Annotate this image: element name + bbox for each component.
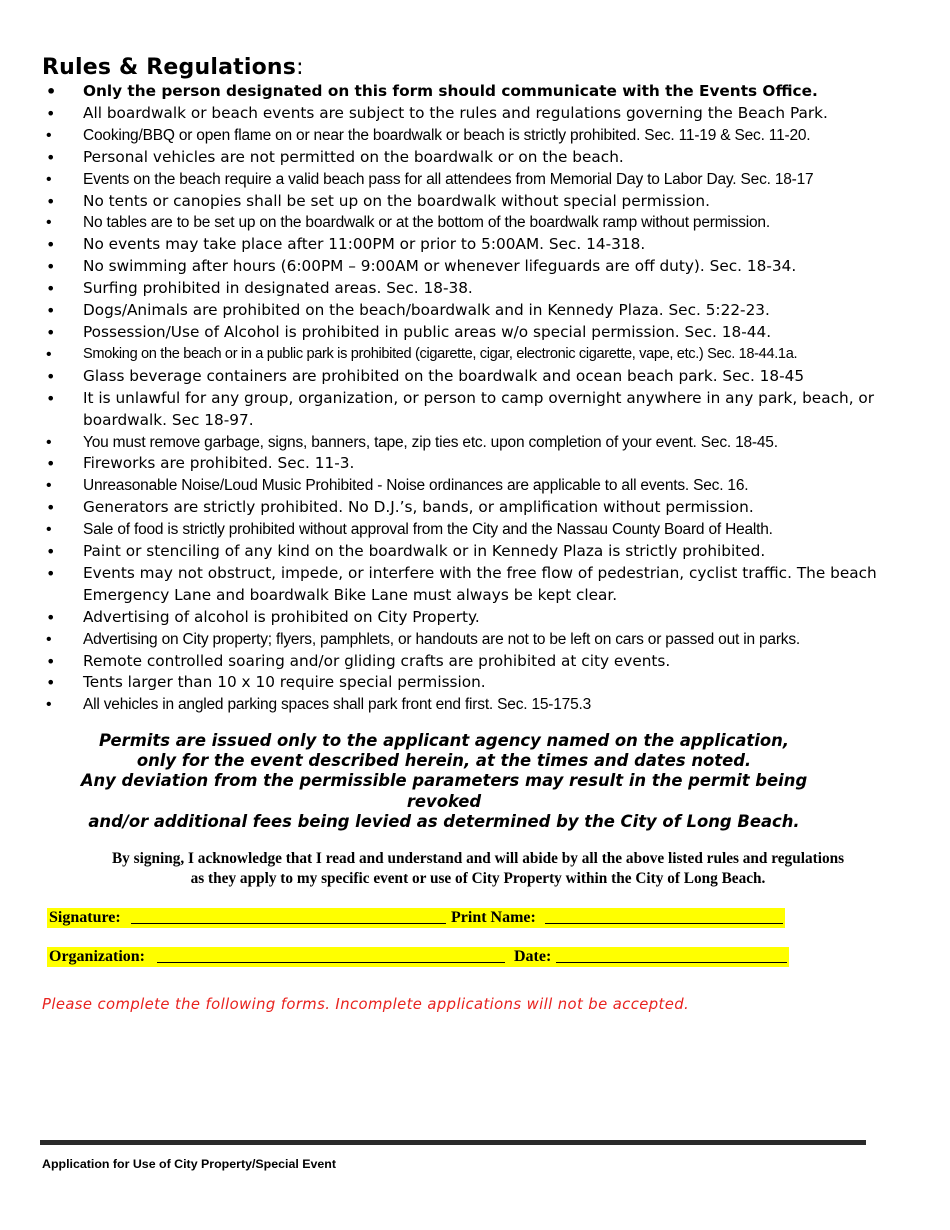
permit-notice-line: Any deviation from the permissible parameters may result in the permit being revoked [80,771,808,811]
rule-item: • Dogs/Animals are prohibited on the beach/boardwalk and in Kennedy Plaza. Sec. 5:22-23. [42,300,914,322]
rule-item: • Advertising of alcohol is prohibited on City Property. [42,607,914,629]
rule-item: • No tents or canopies shall be set up on the boardwalk without special permission. [42,191,914,213]
rule-item: • Cooking/BBQ or open flame on or near the boardwalk or beach is strictly prohibited. Sec. 11-19 & Sec. 11-20. [42,125,914,147]
rule-item: • Events may not obstruct, impede, or interfere with the free flow of pedestrian, cyclist traffic. The beach Emergency Lane and boardwalk Bike Lane must always be kept clear. [42,563,914,607]
date-label: Date: [514,948,552,965]
rule-item: • No events may take place after 11:00PM or prior to 5:00AM. Sec. 14-318. [42,234,914,256]
rules-list [42,81,914,716]
footer-title: Application for Use of City Property/Special Event [42,1157,336,1171]
rule-item: • You must remove garbage, signs, banners, tape, zip ties etc. upon completion of your event. Sec. 18-45. [42,432,914,454]
rule-item: • Sale of food is strictly prohibited without approval from the City and the Nassau County Board of Health. [42,519,914,541]
acknowledgement [42,849,914,889]
date-field[interactable] [556,962,787,963]
rules-heading-text: Rules & Regulations [42,55,297,80]
organization-field[interactable] [157,962,505,963]
permit-notice [42,731,846,832]
rule-item: • Surfing prohibited in designated areas. Sec. 18-38. [42,278,914,300]
organization-label: Organization: [49,948,145,965]
rule-item: • Unreasonable Noise/Loud Music Prohibited - Noise ordinances are applicable to all events. Sec. 16. [42,475,914,497]
footer-divider [40,1140,866,1145]
rules-heading [42,55,304,80]
rule-item: • Paint or stenciling of any kind on the boardwalk or in Kennedy Plaza is strictly prohibited. [42,541,914,563]
rules-heading-colon: : [296,55,304,80]
permit-notice-line: Permits are issued only to the applicant agency named on the application, [98,731,790,750]
signature-field[interactable] [131,923,446,924]
signature-row [47,908,785,928]
rule-item: • Fireworks are prohibited. Sec. 11-3. [42,453,914,475]
rule-item: • No tables are to be set up on the boardwalk or at the bottom of the boardwalk ramp without permission. [42,212,914,234]
acknowledgement-line: as they apply to my specific event or use of City Property within the City of Long Beach. [190,870,766,887]
rule-item: • Only the person designated on this form should communicate with the Events Office. [42,81,914,103]
rule-item: • All vehicles in angled parking spaces shall park front end first. Sec. 15-175.3 [42,694,914,716]
print-name-label: Print Name: [451,909,536,926]
acknowledgement-line: By signing, I acknowledge that I read and understand and will abide by all the above listed rules and regulations [111,850,845,867]
rule-item: • Possession/Use of Alcohol is prohibited in public areas w/o special permission. Sec. 18-44. [42,322,914,344]
incomplete-warning: Please complete the following forms. Incomplete applications will not be accepted. [42,996,690,1013]
rule-item: • No swimming after hours (6:00PM – 9:00AM or whenever lifeguards are off duty). Sec. 18-34. [42,256,914,278]
rule-item: • Personal vehicles are not permitted on the boardwalk or on the beach. [42,147,914,169]
signature-label: Signature: [49,909,121,926]
rule-item: • Events on the beach require a valid beach pass for all attendees from Memorial Day to Labor Day. Sec. 18-17 [42,169,914,191]
rule-item: • Smoking on the beach or in a public park is prohibited (cigarette, cigar, electronic cigarette, vape, etc.) Sec. 18-44.1a. [42,344,914,366]
rule-item: • Remote controlled soaring and/or gliding crafts are prohibited at city events. [42,651,914,673]
permit-notice-line: and/or additional fees being levied as determined by the City of Long Beach. [88,811,800,831]
rule-item: • Advertising on City property; flyers, pamphlets, or handouts are not to be left on cars or passed out in parks. [42,629,914,651]
rule-item: • It is unlawful for any group, organization, or person to camp overnight anywhere in any park, beach, or boardwalk. Sec 18-97. [42,388,914,432]
permit-notice-line: only for the event described herein, at the times and dates noted. [136,751,752,771]
organization-row [47,947,789,967]
rule-item: • Generators are strictly prohibited. No D.J.’s, bands, or amplification without permission. [42,497,914,519]
rule-item: • Tents larger than 10 x 10 require special permission. [42,672,914,694]
rule-item: • Glass beverage containers are prohibited on the boardwalk and ocean beach park. Sec. 18-45 [42,366,914,388]
rule-item: • All boardwalk or beach events are subject to the rules and regulations governing the Beach Park. [42,103,914,125]
print-name-field[interactable] [545,923,783,924]
